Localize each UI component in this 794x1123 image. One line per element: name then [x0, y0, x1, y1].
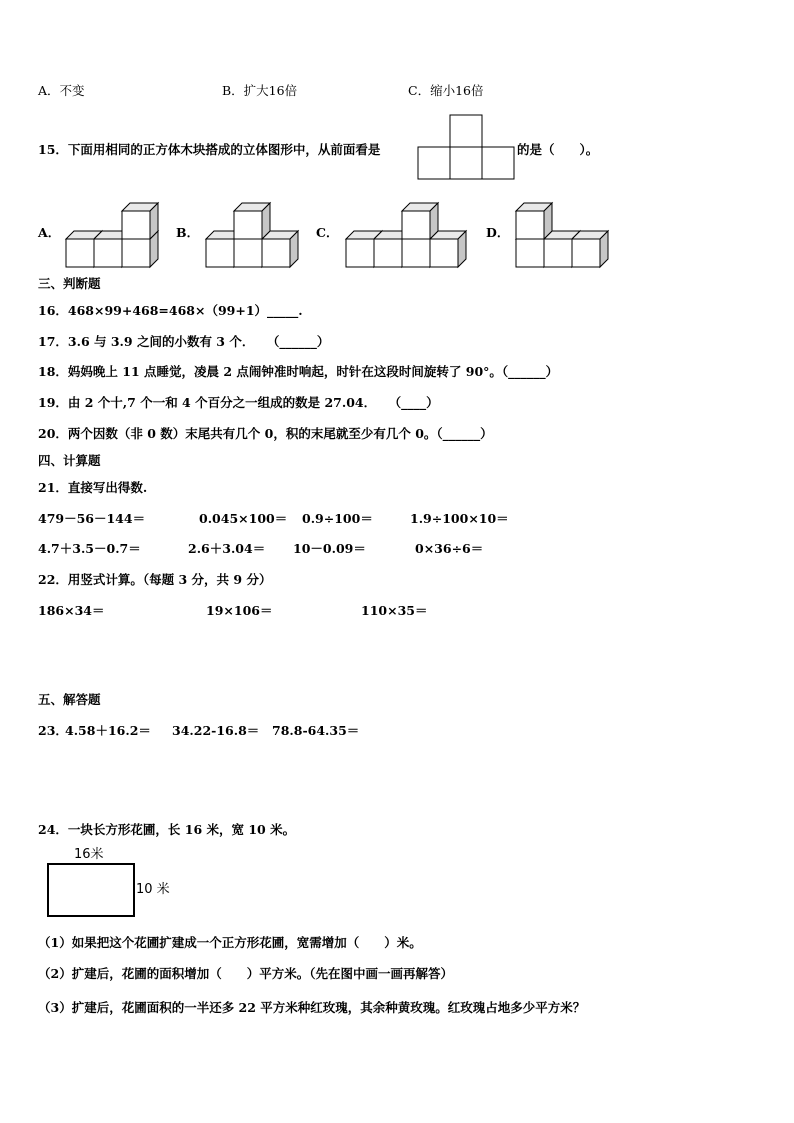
q15-option-c-figure[interactable] — [340, 190, 475, 270]
q15-option-b-label[interactable]: B． — [176, 225, 200, 240]
q24-part-2: （2）扩建后，花圃的面积增加（ ）平方米。（先在图中画一画再解答） — [38, 966, 453, 981]
cube — [234, 203, 270, 239]
q15-option-b-figure[interactable] — [200, 190, 315, 270]
q21-item: 1.9÷100×10＝ — [410, 511, 509, 526]
q23-item: 78.8-64.35＝ — [272, 723, 360, 738]
q17: 17．3.6 与 3.9 之间的小数有 3 个． （______） — [38, 334, 330, 349]
q21-item: 2.6＋3.04＝ — [188, 541, 266, 556]
cube — [572, 231, 608, 267]
q15-question-end: 的是（ ）。 — [517, 142, 599, 157]
q24-part-3: （3）扩建后，花圃面积的一半还多 22 平方米种红玫瑰，其余种黄玫瑰。红玫瑰占地多少平方米？ — [38, 1000, 586, 1015]
q15-question-start: 15．下面用相同的正方体木块搭成的立体图形中，从前面看是 — [38, 142, 381, 157]
q15-option-d-label[interactable]: D． — [486, 225, 510, 240]
q14-option-c[interactable]: C．缩小16倍 — [408, 83, 484, 98]
q21-item: 0.045×100＝ — [199, 511, 288, 526]
q21-item: 0.9÷100＝ — [302, 511, 373, 526]
q22-title: 22．用竖式计算。（每题 3 分，共 9 分） — [38, 572, 272, 587]
q21-item: 10－0.09＝ — [293, 541, 366, 556]
q23-item: 34.22-16.8＝ — [172, 723, 260, 738]
q16: 16．468×99+468=468×（99+1）_____. — [38, 303, 303, 318]
q23-item: 4.58＋16.2＝ — [65, 723, 151, 738]
q23-number: 23． — [38, 723, 68, 738]
q15-option-a-label[interactable]: A． — [38, 225, 61, 240]
cube — [402, 203, 438, 239]
q22-item: 186×34＝ — [38, 603, 105, 618]
q15-front-view-figure — [418, 114, 516, 180]
q24-length-label: 16米 — [74, 847, 104, 862]
section-5-heading: 五、解答题 — [38, 692, 101, 707]
q15-option-c-label[interactable]: C． — [316, 225, 339, 240]
q19: 19．由 2 个十,7 个一和 4 个百分之一组成的数是 27.04． （____） — [38, 395, 439, 410]
q21-item: 0×36÷6＝ — [415, 541, 484, 556]
q21-item: 479－56－144＝ — [38, 511, 146, 526]
cube — [516, 203, 552, 239]
cube — [430, 231, 466, 267]
q20: 20．两个因数（非 0 数）末尾共有几个 0，积的末尾就至少有几个 0。（______） — [38, 426, 493, 441]
q21-item: 4.7＋3.5－0.7＝ — [38, 541, 141, 556]
q14-option-b[interactable]: B．扩大16倍 — [222, 83, 298, 98]
cube — [122, 203, 158, 239]
q15-option-a-figure[interactable] — [60, 190, 175, 270]
q24-title: 24．一块长方形花圃，长 16 米，宽 10 米。 — [38, 822, 296, 837]
q24-garden-rectangle — [47, 863, 135, 917]
q24-part-1: （1）如果把这个花圃扩建成一个正方形花圃，宽需增加（ ）米。 — [38, 935, 422, 950]
cube — [262, 231, 298, 267]
q14-option-a[interactable]: A．不变 — [38, 83, 85, 98]
section-3-heading: 三、判断题 — [38, 276, 101, 291]
section-4-heading: 四、计算题 — [38, 453, 101, 468]
q18: 18．妈妈晚上 11 点睡觉，凌晨 2 点闹钟准时响起，时针在这段时间旋转了 90°。（______） — [38, 364, 559, 379]
q24-width-label: 10 米 — [136, 882, 170, 897]
q22-item: 19×106＝ — [206, 603, 273, 618]
q22-item: 110×35＝ — [361, 603, 428, 618]
q15-option-d-figure[interactable] — [510, 190, 625, 270]
q21-title: 21．直接写出得数. — [38, 480, 148, 495]
